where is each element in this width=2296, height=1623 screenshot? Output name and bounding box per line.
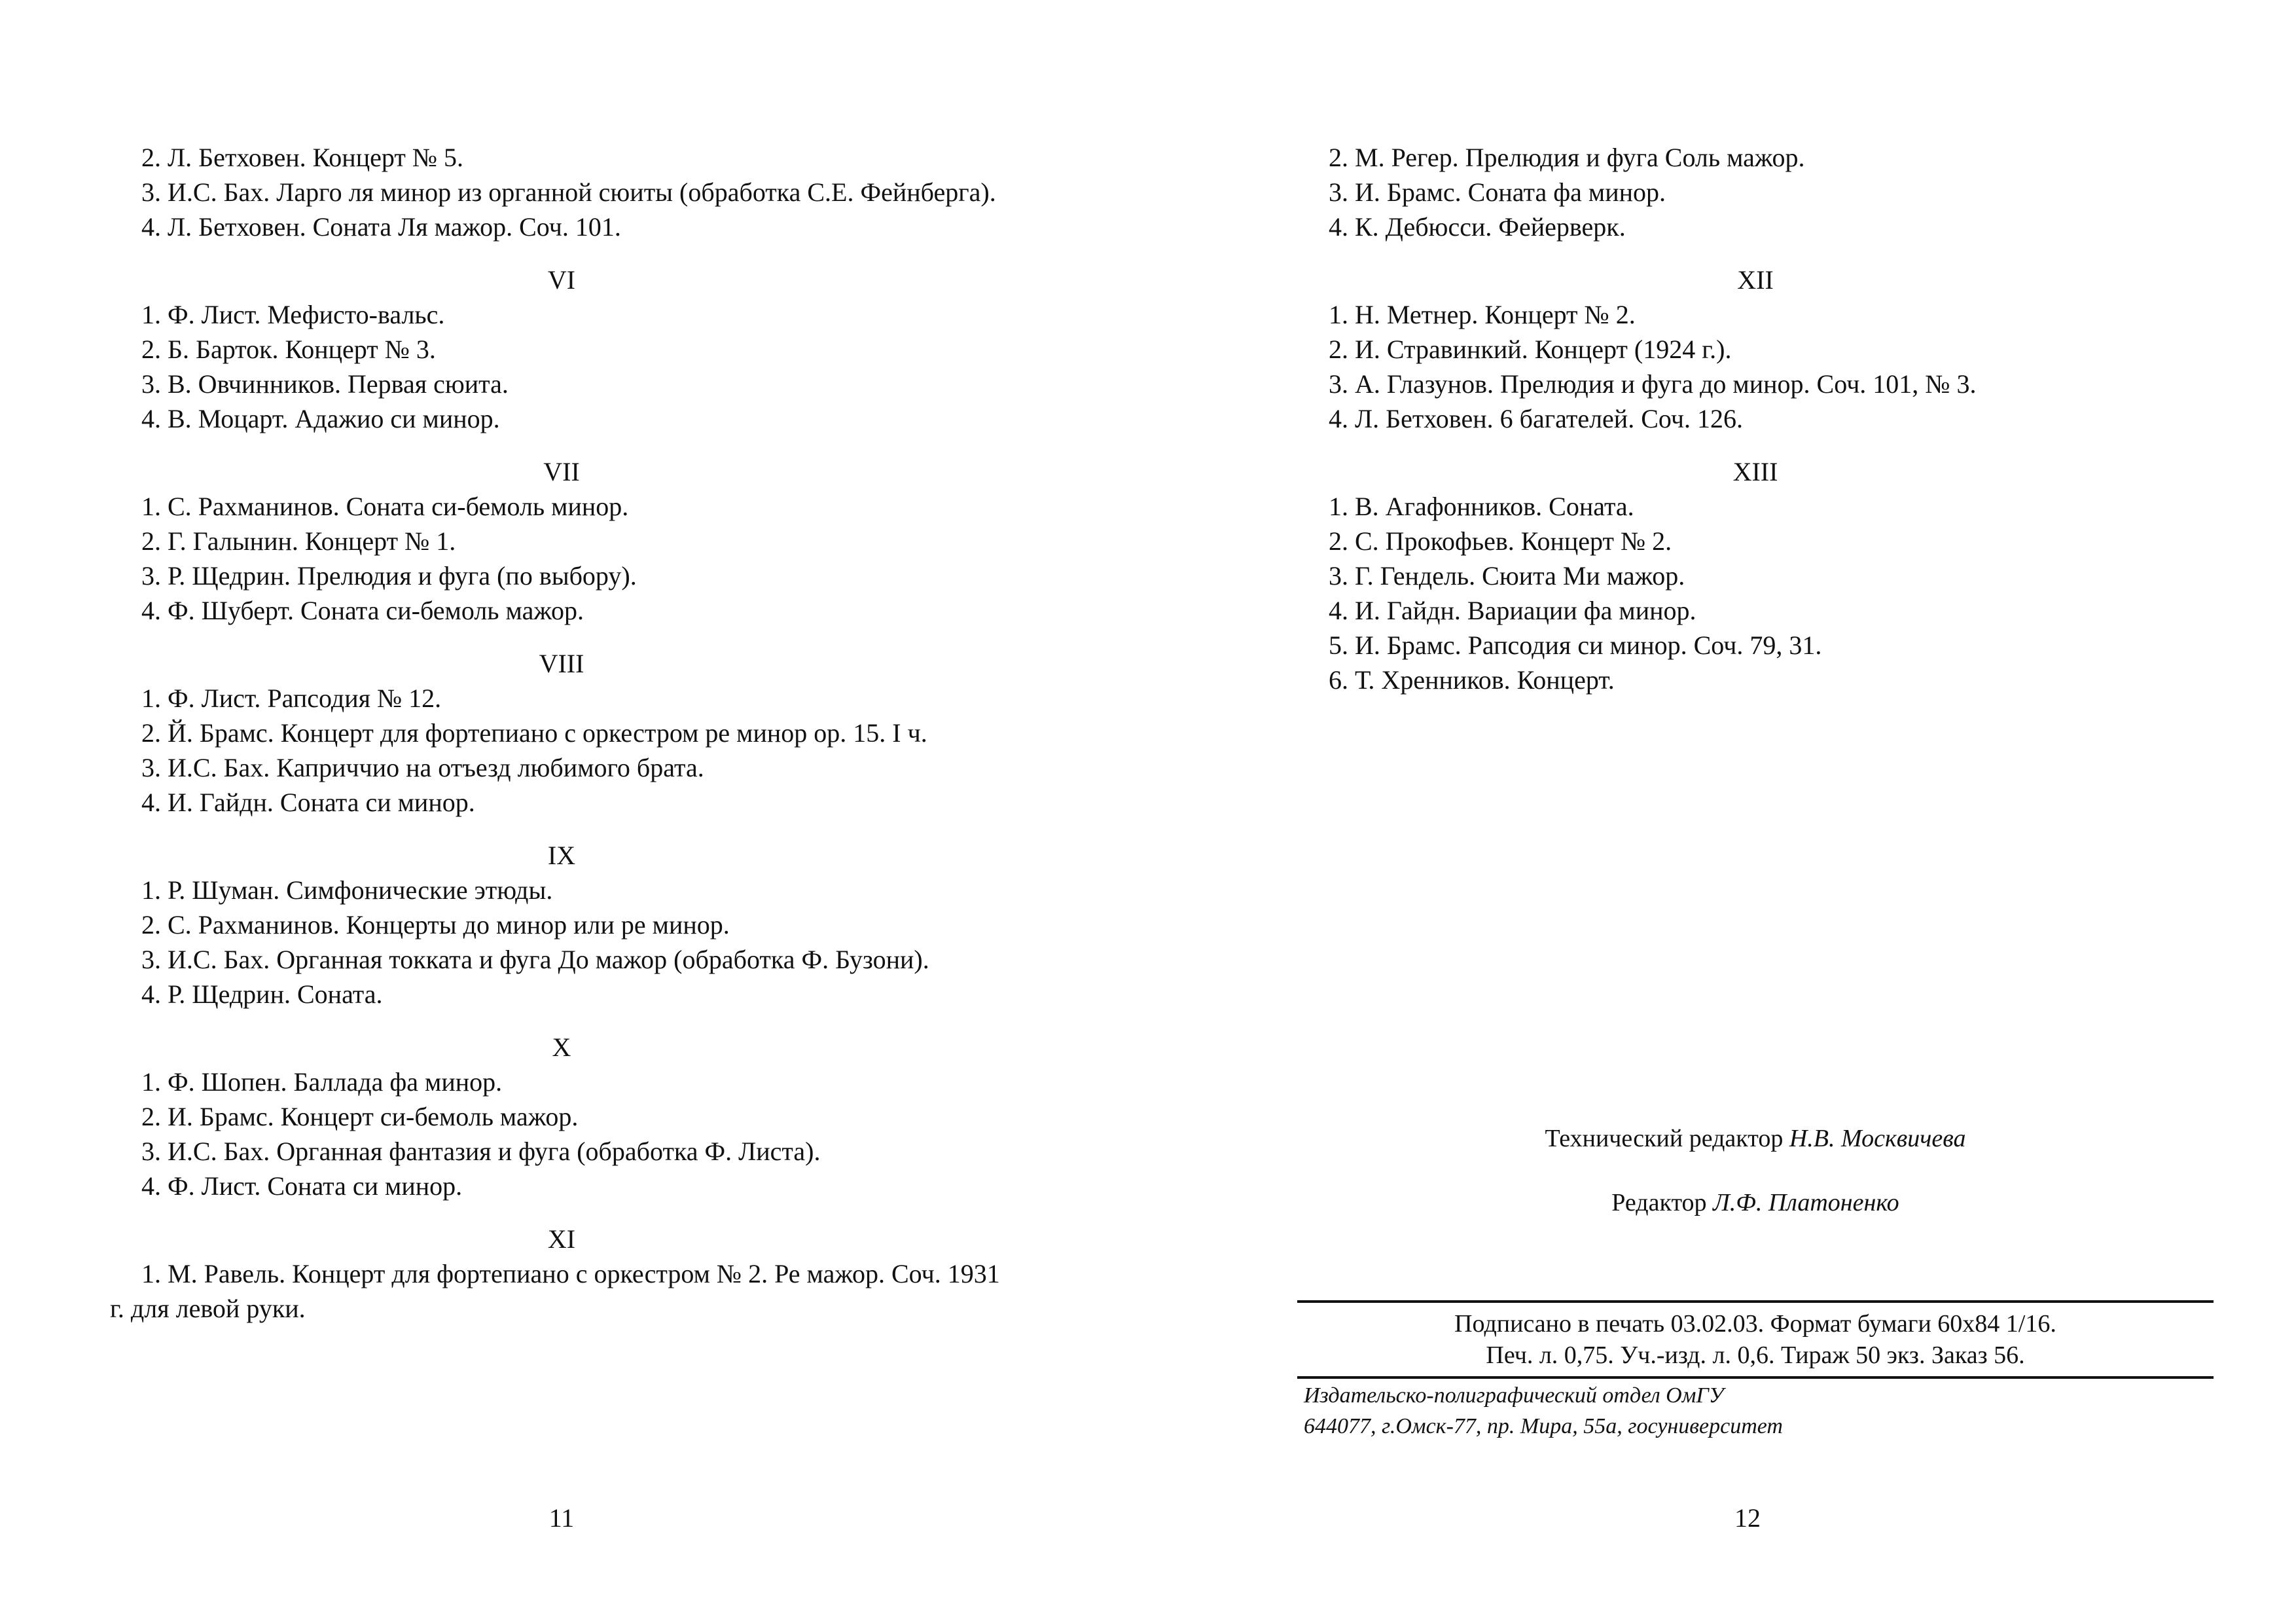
imprint-box bbox=[1297, 1300, 2214, 1379]
list-item: 5. И. Брамс. Рапсодия си минор. Соч. 79, 31. bbox=[1329, 630, 1822, 660]
list-item: 2. И. Брамс. Концерт си-бемоль мажор. bbox=[141, 1102, 579, 1131]
list-item: 4. К. Дебюсси. Фейерверк. bbox=[1329, 212, 1626, 242]
list-item: 6. Т. Хренников. Концерт. bbox=[1329, 665, 1615, 695]
list-item: 2. Б. Барток. Концерт № 3. bbox=[141, 335, 436, 364]
list-item: 3. Р. Щедрин. Прелюдия и фуга (по выбору). bbox=[141, 561, 637, 591]
section-title: VII bbox=[543, 457, 580, 486]
credits bbox=[1297, 1122, 2214, 1250]
left-page bbox=[110, 0, 1013, 1623]
list-item: 1. Р. Шуман. Симфонические этюды. bbox=[141, 875, 553, 905]
section-title: XIII bbox=[1732, 457, 1778, 486]
imprint-line-1: Подписано в печать 03.02.03. Формат бумаги 60х84 1/16. bbox=[1454, 1310, 2056, 1338]
section-title: VIII bbox=[539, 649, 584, 678]
list-item: 3. И.С. Бах. Органная фантазия и фуга (обработка Ф. Листа). bbox=[141, 1137, 821, 1166]
list-item: 1. В. Агафонников. Соната. bbox=[1329, 492, 1634, 521]
editor-name: Л.Ф. Платоненко bbox=[1713, 1189, 1899, 1216]
list-item: 3. И.С. Бах. Органная токката и фуга До мажор (обработка Ф. Бузони). bbox=[141, 945, 929, 974]
list-item: 4. В. Моцарт. Адажио си минор. bbox=[141, 404, 500, 433]
list-item: 1. Н. Метнер. Концерт № 2. bbox=[1329, 300, 1636, 329]
list-item: 3. В. Овчинников. Первая сюита. bbox=[141, 369, 509, 399]
tech-editor-line bbox=[1297, 1122, 2214, 1155]
list-item: 2. Л. Бетховен. Концерт № 5. bbox=[141, 143, 463, 172]
list-item: 1. Ф. Лист. Мефисто-вальс. bbox=[141, 300, 445, 329]
list-item: 2. С. Рахманинов. Концерты до минор или ре минор. bbox=[141, 910, 730, 939]
list-item: 2. С. Прокофьев. Концерт № 2. bbox=[1329, 526, 1672, 556]
list-item: 4. Р. Щедрин. Соната. bbox=[141, 979, 383, 1009]
list-item: 2. Й. Брамс. Концерт для фортепиано с оркестром ре минор ор. 15. I ч. bbox=[141, 718, 927, 748]
publisher-info bbox=[1304, 1380, 2214, 1442]
tech-editor-name: Н.В. Москвичева bbox=[1789, 1125, 1966, 1152]
imprint-line-2: Печ. л. 0,75. Уч.-изд. л. 0,6. Тираж 50 экз. Заказ 56. bbox=[1486, 1341, 2025, 1369]
section-title: VI bbox=[547, 265, 576, 295]
list-item: 4. Л. Бетховен. Соната Ля мажор. Соч. 101. bbox=[141, 212, 621, 242]
list-item: 4. Ф. Шуберт. Соната си-бемоль мажор. bbox=[141, 596, 584, 625]
list-item: 1. Ф. Шопен. Баллада фа минор. bbox=[141, 1067, 503, 1097]
page-number: 11 bbox=[548, 1503, 575, 1533]
list-item: 3. Г. Гендель. Сюита Ми мажор. bbox=[1329, 561, 1685, 591]
section-title: X bbox=[552, 1032, 571, 1062]
list-item: 1. С. Рахманинов. Соната си-бемоль минор. bbox=[141, 492, 629, 521]
list-item: 1. Ф. Лист. Рапсодия № 12. bbox=[141, 684, 442, 713]
right-page bbox=[1297, 0, 2214, 1623]
list-item: 4. И. Гайдн. Вариации фа минор. bbox=[1329, 596, 1696, 625]
list-item: 2. Г. Галынин. Концерт № 1. bbox=[141, 526, 456, 556]
list-item: 3. И. Брамс. Соната фа минор. bbox=[1329, 177, 1666, 207]
publisher-line-1: Издательско-полиграфический отдел ОмГУ bbox=[1304, 1383, 1724, 1408]
list-item: 1. М. Равель. Концерт для фортепиано с оркестром № 2. Ре мажор. Соч. 1931 г. для левой руки. bbox=[110, 1259, 1000, 1323]
list-item: 3. И.С. Бах. Ларго ля минор из органной сюиты (обработка С.Е. Фейнберга). bbox=[141, 177, 996, 207]
list-item: 4. Л. Бетховен. 6 багателей. Соч. 126. bbox=[1329, 404, 1743, 433]
list-item: 4. И. Гайдн. Соната си минор. bbox=[141, 788, 475, 817]
section-title: IX bbox=[547, 841, 576, 870]
list-item: 2. И. Стравинкий. Концерт (1924 г.). bbox=[1329, 335, 1732, 364]
publisher-line-2: 644077, г.Омск-77, пр. Мира, 55а, госуниверситет bbox=[1304, 1414, 1783, 1438]
editor-line bbox=[1297, 1186, 2214, 1219]
section-title: XII bbox=[1737, 265, 1774, 295]
list-item: 4. Ф. Лист. Соната си минор. bbox=[141, 1171, 463, 1201]
section-title: XI bbox=[547, 1224, 576, 1254]
list-item: 3. И.С. Бах. Каприччио на отъезд любимого брата. bbox=[141, 753, 704, 782]
page-number: 12 bbox=[1734, 1503, 1761, 1533]
list-item: 3. А. Глазунов. Прелюдия и фуга до минор. Соч. 101, № 3. bbox=[1329, 369, 1977, 399]
list-item: 2. М. Регер. Прелюдия и фуга Соль мажор. bbox=[1329, 143, 1805, 172]
editor-label: Редактор bbox=[1611, 1189, 1707, 1216]
tech-editor-label: Технический редактор bbox=[1545, 1125, 1784, 1152]
